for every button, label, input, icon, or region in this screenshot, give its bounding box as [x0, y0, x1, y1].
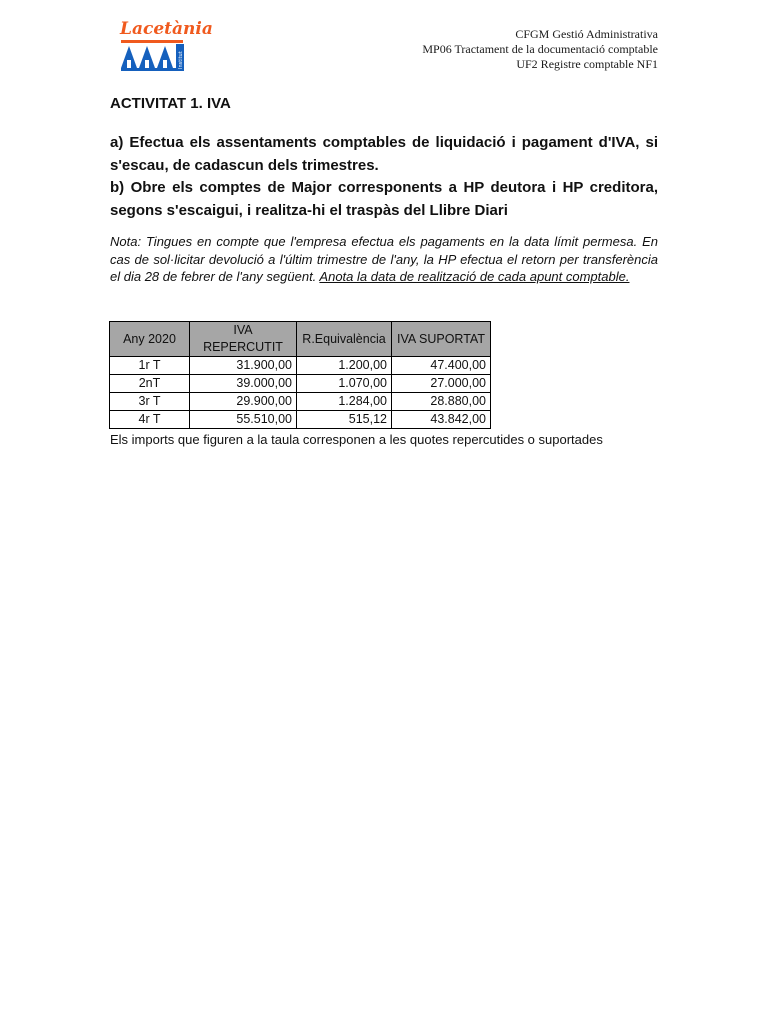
table-cell-iva-suportat: 27.000,00 — [392, 375, 491, 393]
unit-name: UF2 Registre comptable NF1 — [516, 57, 658, 71]
activity-title: ACTIVITAT 1. IVA — [110, 95, 231, 112]
table-cell-iva-suportat: 47.400,00 — [392, 357, 491, 375]
module-name: MP06 Tractament de la documentació comptable — [422, 42, 658, 56]
questions-block — [110, 132, 658, 222]
table-cell-quarter: 4r T — [110, 411, 190, 429]
table-cell-recarrec-equivalencia: 515,12 — [297, 411, 392, 429]
table-header-row — [110, 322, 491, 357]
logo-subtext: Institut — [178, 51, 184, 69]
note-underlined-text: Anota la data de realització de cada apunt comptable. — [319, 269, 630, 284]
table-cell-quarter: 2nT — [110, 375, 190, 393]
school-logo — [118, 16, 213, 74]
note-text: Nota: Tingues en compte que l'empresa efectua els pagaments en la data límit permesa. En cas de sol·licitar devolució a l'últim trimestre de l'any, la HP efectua el retorn per transferència el dia 28 de febrer de l'any següent. — [110, 234, 658, 284]
table-cell-iva-suportat: 28.880,00 — [392, 393, 491, 411]
note-paragraph — [110, 233, 658, 286]
table-header-cell: Any 2020 — [110, 322, 190, 357]
table-cell-recarrec-equivalencia: 1.070,00 — [297, 375, 392, 393]
document-header — [422, 27, 658, 72]
table-cell-recarrec-equivalencia: 1.200,00 — [297, 357, 392, 375]
table-row — [110, 411, 491, 429]
table-cell-quarter: 3r T — [110, 393, 190, 411]
table-header-cell: IVA REPERCUTIT — [190, 322, 297, 357]
lacetania-logo-graphic — [118, 16, 213, 74]
course-name: CFGM Gestió Administrativa — [515, 27, 658, 41]
logo-text: Lacetània — [120, 19, 213, 39]
table-cell-iva-repercutit: 29.900,00 — [190, 393, 297, 411]
table-row — [110, 375, 491, 393]
table-cell-iva-repercutit: 55.510,00 — [190, 411, 297, 429]
table-cell-iva-repercutit: 39.000,00 — [190, 375, 297, 393]
iva-table — [109, 321, 491, 429]
table-header-cell: R.Equivalència — [297, 322, 392, 357]
table-header-cell: IVA SUPORTAT — [392, 322, 491, 357]
question-b: b) Obre els comptes de Major corresponents a HP deutora i HP creditora, segons s'escaigui, i realitza-hi el traspàs del Llibre Diari — [110, 179, 658, 219]
question-a: a) Efectua els assentaments comptables de liquidació i pagament d'IVA, si s'escau, de cadascun dels trimestres. — [110, 134, 658, 174]
table-footnote: Els imports que figuren a la taula corresponen a les quotes repercutides o suportades — [110, 432, 603, 447]
table-cell-recarrec-equivalencia: 1.284,00 — [297, 393, 392, 411]
table-row — [110, 357, 491, 375]
table-cell-iva-suportat: 43.842,00 — [392, 411, 491, 429]
table-row — [110, 393, 491, 411]
table-cell-iva-repercutit: 31.900,00 — [190, 357, 297, 375]
table-cell-quarter: 1r T — [110, 357, 190, 375]
